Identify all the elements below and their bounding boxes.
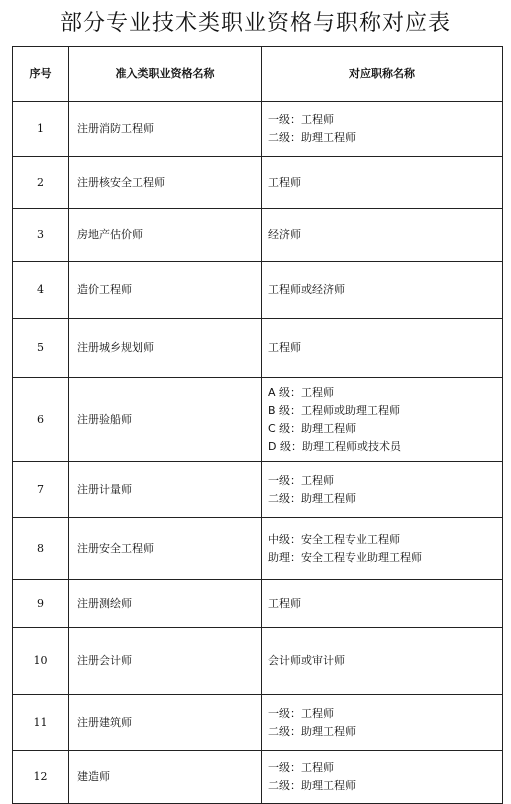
table-row [13, 518, 503, 580]
title-cell [262, 262, 503, 319]
title-line: 经济师 [268, 228, 301, 241]
title-line: 一级：工程师 [268, 113, 334, 126]
qualification-table [12, 46, 503, 804]
row-index: 10 [13, 628, 69, 695]
row-index: 6 [13, 378, 69, 462]
table-row [13, 102, 503, 157]
table-row [13, 378, 503, 462]
title-line: 二级：助理工程师 [268, 779, 356, 792]
title-line: C 级：助理工程师 [268, 421, 357, 435]
qualification-name: 注册建筑师 [69, 695, 262, 751]
table-row [13, 580, 503, 628]
title-line: B 级：工程师或助理工程师 [268, 403, 401, 417]
title-cell [262, 157, 503, 209]
title-cell [262, 209, 503, 262]
title-line: 一级：工程师 [268, 706, 334, 720]
title-cell [262, 102, 503, 157]
row-index: 1 [13, 102, 69, 157]
title-line: 工程师 [268, 596, 301, 610]
title-line: 会计师或审计师 [268, 654, 345, 667]
title-line: 助理：安全工程专业助理工程师 [268, 550, 422, 564]
table-row [13, 462, 503, 518]
title-cell [262, 580, 503, 628]
title-line: 二级：助理工程师 [268, 131, 356, 144]
title-line: 工程师 [268, 175, 301, 189]
table-row [13, 695, 503, 751]
qualification-name: 注册会计师 [69, 628, 262, 695]
row-index: 2 [13, 157, 69, 209]
title-cell [262, 695, 503, 751]
title-line: 二级：助理工程师 [268, 491, 356, 505]
qualification-name: 注册测绘师 [69, 580, 262, 628]
table-row [13, 157, 503, 209]
title-cell [262, 628, 503, 695]
qualification-name: 注册验船师 [69, 378, 262, 462]
title-cell [262, 462, 503, 518]
title-line: 工程师或经济师 [268, 283, 345, 296]
title-line: 中级：安全工程专业工程师 [268, 532, 400, 546]
qualification-name: 注册消防工程师 [69, 102, 262, 157]
header-title: 对应职称名称 [262, 47, 503, 102]
qualification-name: 造价工程师 [69, 262, 262, 319]
row-index: 7 [13, 462, 69, 518]
table-row [13, 209, 503, 262]
page-title: 部分专业技术类职业资格与职称对应表 [59, 11, 451, 36]
qualification-name: 建造师 [69, 751, 262, 804]
qualification-name: 注册核安全工程师 [69, 157, 262, 209]
qualification-name: 注册城乡规划师 [69, 319, 262, 378]
row-index: 3 [13, 209, 69, 262]
table-row [13, 319, 503, 378]
title-line: D 级：助理工程师或技术员 [268, 439, 401, 453]
header-qualification: 准入类职业资格名称 [69, 47, 262, 102]
header-index: 序号 [13, 47, 69, 102]
qualification-name: 注册安全工程师 [69, 518, 262, 580]
row-index: 8 [13, 518, 69, 580]
title-line: 二级：助理工程师 [268, 724, 356, 738]
title-line: A 级：工程师 [268, 385, 335, 399]
table-row [13, 751, 503, 804]
row-index: 9 [13, 580, 69, 628]
title-cell [262, 378, 503, 462]
row-index: 11 [13, 695, 69, 751]
row-index: 4 [13, 262, 69, 319]
title-cell [262, 751, 503, 804]
table-row [13, 628, 503, 695]
title-line: 工程师 [268, 341, 301, 354]
title-cell [262, 319, 503, 378]
title-line: 一级：工程师 [268, 761, 334, 774]
qualification-name: 房地产估价师 [69, 209, 262, 262]
row-index: 5 [13, 319, 69, 378]
qualification-name: 注册计量师 [69, 462, 262, 518]
title-cell [262, 518, 503, 580]
row-index: 12 [13, 751, 69, 804]
table-header-row [13, 47, 503, 102]
table-row [13, 262, 503, 319]
title-line: 一级：工程师 [268, 473, 334, 487]
